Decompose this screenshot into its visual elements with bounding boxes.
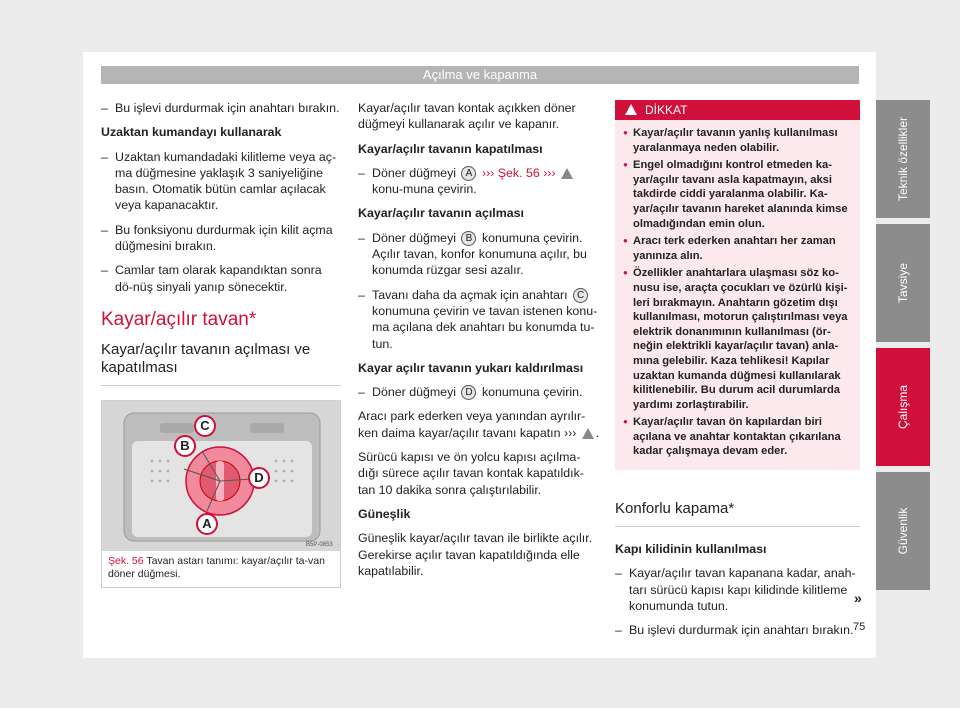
list-item: – Döner düğmeyi D konumuna çevirin. <box>358 384 600 400</box>
close-heading: Kayar/açılır tavanın kapatılması <box>358 141 543 156</box>
warning-box <box>615 100 860 470</box>
arrow-ref[interactable]: ››› <box>563 425 577 440</box>
warning-icon <box>561 168 573 179</box>
figure-caption-text: Tavan astarı tanımı: kayar/açılır ta-van döner düğmesi. <box>108 554 325 580</box>
marker-d: D <box>248 467 270 489</box>
remote-heading: Uzaktan kumandayı kullanarak <box>101 125 282 140</box>
warning-item: ● Kayar/açılır tavan ön kapılardan biri açılana ve anahtar kontaktan çıkarılana kadar çalışmaya devam eder. <box>623 415 852 459</box>
marker-b: B <box>174 435 196 457</box>
run-on-text: Sürücü kapısı ve ön yolcu kapısı açılma-dığı sürece açılır tavan kontak kapatıldık-tan 10 dakika sonra çalıştırılabilir. <box>358 450 584 497</box>
marker-c-inline: C <box>573 288 588 303</box>
warning-item: ● Aracı terk ederken anahtarı her zaman yanınıza alın. <box>623 234 852 263</box>
tab-teknik[interactable]: Teknik özellikler <box>876 100 930 218</box>
komfort-title: Konforlu kapama* <box>615 500 860 527</box>
sunroof-switch-illustration <box>102 401 340 551</box>
figure-caption <box>102 551 340 585</box>
list-item: – Kayar/açılır tavan kapanana kadar, anah-tarı sürücü kapısı kapı kilidinde kilitleme konumunda tutun. <box>615 565 860 614</box>
sun-text: Güneşlik kayar/açılır tavan ile birlikte açılır. Gerekirse açılır tavan kapatıldığında elle kapatılabilir. <box>358 531 593 578</box>
warning-header: DİKKAT <box>615 100 860 120</box>
list-item: – Döner düğmeyi B konumuna çevirin. Açılır tavan, konfor konumuna açılır, bu konumda rüzgar sesi azalır. <box>358 230 600 279</box>
list-item: – Uzaktan kumandadaki kilitleme veya aç-ma düğmesine yaklaşık 3 saniyeliğine basın. Otomatik bütün camlar açılacak veya kapanacaktır. <box>101 149 341 214</box>
warning-icon <box>625 104 637 115</box>
intro-text: Kayar/açılır tavan kontak açıkken döner düğmeyi kullanarak açılır ve kapanır. <box>358 101 576 132</box>
marker-a-inline: A <box>461 166 476 181</box>
open-heading: Kayar/açılır tavanın açılması <box>358 206 524 221</box>
column-2 <box>358 100 600 587</box>
marker-d-inline: D <box>461 385 476 400</box>
marker-c: C <box>194 415 216 437</box>
figure-code: B5P-0853 <box>306 541 333 548</box>
continue-icon: » <box>854 590 862 606</box>
page-number: 75 <box>853 621 866 633</box>
tab-tavsiye[interactable]: Tavsiye <box>876 224 930 342</box>
warning-item: ● Engel olmadığını kontrol etmeden ka-yar/açılır tavanı asla kapatmayın, aksi takdirde ciddi yaralanma olabilir. Ka-yar/açılır tavanın hareket alanında kimse olmadığından emin olun. <box>623 158 852 231</box>
figure-reference-link[interactable]: ››› Şek. 56 <box>481 165 540 180</box>
marker-a: A <box>196 513 218 535</box>
lock-heading: Kapı kilidinin kullanılması <box>615 542 767 557</box>
column-3 <box>615 100 860 647</box>
list-item: – Camlar tam olarak kapandıktan sonra dö-nüş sinyali yanıp sönecektir. <box>101 262 341 295</box>
lift-heading: Kayar açılır tavanın yukarı kaldırılması <box>358 360 584 375</box>
figure-56 <box>101 400 341 588</box>
arrow-ref[interactable]: ››› <box>543 165 556 180</box>
column-1 <box>101 100 341 588</box>
marker-b-inline: B <box>461 231 476 246</box>
sub-title: Kayar/açılır tavanın açılması ve kapatılması <box>101 341 341 386</box>
figure-label: Şek. 56 <box>108 554 144 567</box>
section-title: Kayar/açılır tavan* <box>101 308 257 330</box>
list-item: – Bu işlevi durdurmak için anahtarı bırakın. <box>615 622 860 638</box>
page-header: Açılma ve kapanma <box>101 66 859 84</box>
warning-item: ● Kayar/açılır tavanın yanlış kullanılması yaralanmaya neden olabilir. <box>623 126 852 155</box>
tab-calisma[interactable]: Çalışma <box>876 348 930 466</box>
list-item: – Döner düğmeyi A ››› Şek. 56 ››› konu-muna çevirin. <box>358 165 600 198</box>
park-text: Aracı park ederken veya yanından ayrılır-ken daima kayar/açılır tavanı kapatın ››› . <box>358 409 600 440</box>
list-item: – Bu fonksiyonu durdurmak için kilit açma düğmesini bırakın. <box>101 222 341 255</box>
list-item: – Bu işlevi durdurmak için anahtarı bırakın. <box>101 100 341 116</box>
warning-icon <box>582 428 594 439</box>
warning-body <box>615 120 860 470</box>
warning-item: ● Özellikler anahtarlara ulaşması söz ko-nusu ise, araçta çocukları ve özürlü kişi-leri bırakmayın. Anahtarın gözetim dışı kullanılması, motorun çalıştırılması veya elektrik donanımının kullanılması (ör-neğin elektrikli kayar/açılır tavan) anla-mına gelebilir. Kaza tehlikesi! Kapılar uzaktan kumanda düğmesi kullanılarak kilitlenebilir. Bu durum acil durumlarda yardımı zorlaştırabilir. <box>623 266 852 412</box>
sun-heading: Güneşlik <box>358 506 411 521</box>
tab-guvenlik[interactable]: Güvenlik <box>876 472 930 590</box>
list-item: – Tavanı daha da açmak için anahtarı C konumuna çevirin ve tavan istenen konu-ma açılana dek anahtarı bu konumda tu-tun. <box>358 287 600 352</box>
